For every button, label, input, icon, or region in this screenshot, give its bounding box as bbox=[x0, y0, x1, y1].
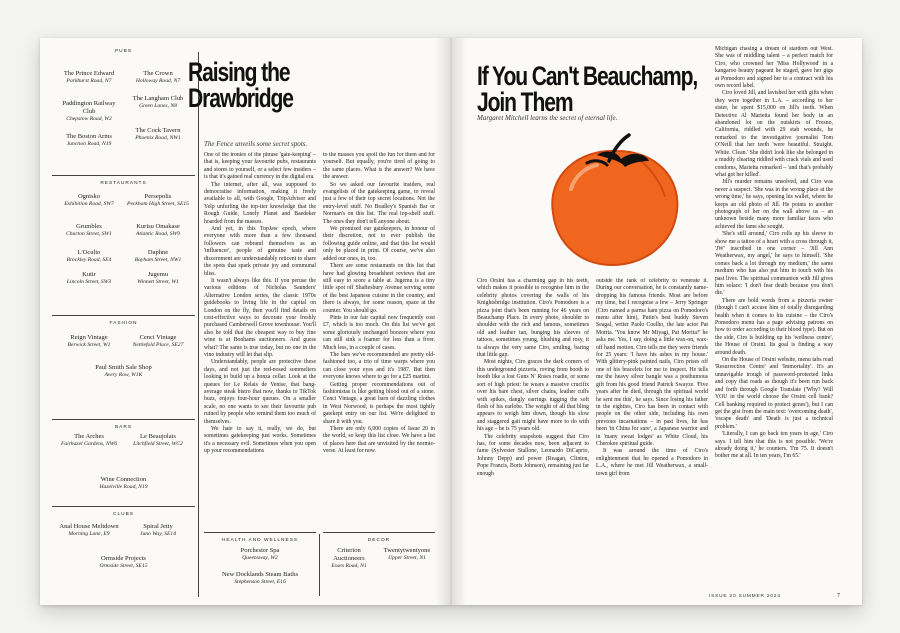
directory-item: Wine Connection Hazelville Road, N19 bbox=[99, 476, 148, 491]
tomato-body bbox=[552, 151, 677, 265]
directory-item: Grumbles Churton Street, SW1 bbox=[66, 223, 112, 238]
directory-item: Cenci Vintage Nettlefold Place, SE27 bbox=[132, 334, 184, 349]
section-title: PUBS bbox=[114, 49, 133, 54]
clubs-section bbox=[52, 506, 195, 602]
directory-item: Jugemu Winnett Street, W1 bbox=[137, 271, 179, 286]
directory-item: Kurisu Omakase Atlantic Road, SW9 bbox=[136, 223, 180, 238]
page-number: 7 bbox=[837, 593, 840, 599]
health-wellness-box bbox=[204, 532, 316, 599]
directory-item: L'Oculto Brockley Road, SE4 bbox=[66, 249, 112, 264]
directory-item: Kutir Lincoln Street, SW3 bbox=[66, 271, 112, 286]
restaurants-section bbox=[52, 175, 195, 303]
magazine-spread bbox=[40, 38, 862, 605]
issue-footer: ISSUE 20 SUMMER 2024 bbox=[709, 594, 781, 599]
directory-item: Daphne Bayham Street, NW1 bbox=[134, 249, 182, 264]
paragraph: Most nights, Ciro graces the dark corners of this underground pizzeria, roving from booth to booth like a lost Guns N' Roses roadie, or some sort of high priest: he wears a massive crucifix over his bare chest, silver chains, leather cuffs with spikes, dangly earrings tugging the soft flesh of his earlobe. The weight of all that bling appears to weigh him down, though his slow and staggered gait might have more to do with his age – he is 75 years old. bbox=[477, 359, 589, 433]
directory-item: Criterion Auctioneers Essex Road, N1 bbox=[331, 547, 367, 570]
paragraph: On the House of Orsini website, menu tabs read 'Resurrection Centre' and 'Immortality'. It's an unnavigable trough of password-protected links and copy that reads as though it's been run back and forth through Google Translate ('Why? Will YOU in the world choose the Orsini cell bank? Cell banking required to protect genes'), but I can get the gist from the main text: 'overcoming death', 'escape death' and 'Death is just a technical problem.' bbox=[715, 357, 833, 430]
section-title: FASHION bbox=[109, 321, 138, 326]
paragraph: Getting proper recommendations out of fashionistas is like getting blood out of a stone. Cenci Vintage, a great barn of dazzling clothes in West Norwood, is perhaps the most tightly gatekept entry on our list. We're delighted to share it with you. bbox=[323, 381, 435, 425]
paragraph: outside the rank of celebrity to venerate it. During our conversation, he is constantly name-dropping his famous friends. Most are before my time, but I recognise a few – Jerry Springer (Ciro named a parma ham pizza on Pomodoro's menu after him), Putin's best buddy Steven Seagal, writer Paolo Coelho, the late actor Pat Morita. 'You know Mr Miyagi, Pat Morita?' he asks me. Yes, I say, doing a little wax-on, wax-off hand motion. Ciro tells me they were friends for 25 years: 'I have his ashes in my house.' With glittery-pink painted nails, Ciro prises off one of his bracelets for me to inspect. He tells me the heavy silver bangle was a posthumous gift from his good friend Patrick Swayze. 'Five years after he died, through the spiritual world he sent me this', he says. Since losing his father in the eighties, Ciro has been in contact with people on the other side, including his own previous incarnations – in past lives, he has been 'in China for sure', a Japanese warrior and in 'many sweat lodges' as White Cloud, his Cherokee spiritual guide. bbox=[596, 278, 708, 447]
directory-item: Spiral Jetty Juno Way, SE14 bbox=[140, 523, 176, 538]
column-rule bbox=[319, 534, 320, 596]
paragraph: 'Literally, I can go back ten years in age,' Ciro says. I tell him that this is not possible. 'We're already doing it,' he counters. 'I'm 75. It doesn't bother me at all. In ten years, I'm 65.' bbox=[715, 431, 833, 460]
paragraph: One of the ironies of the phrase 'gate-keeping' – that is, keeping your favourite pubs, restaurants and stores to yourself, or a select few insiders – is that it's gained real currency in the digital era. bbox=[204, 152, 316, 181]
article-standfirst: Margaret Mitchell learns the secret of eternal life. bbox=[477, 114, 618, 122]
section-title: RESTAURANTS bbox=[100, 181, 147, 186]
fashion-section bbox=[52, 315, 195, 394]
section-title: CLUBS bbox=[113, 512, 134, 517]
paragraph: Jill's murder remains unsolved, and Ciro was never a suspect. 'She was in the wrong place at the wrong time,' he says, opening his wallet, where he keeps an old photo of Jill. He points to another photograph of her on the wall above us – an unknown beside many more familiar faces who achieved the fame she sought. bbox=[715, 179, 833, 230]
directory-item: Paddington Railway Club Chepstow Road, W2 bbox=[62, 100, 116, 123]
paragraph: There are some restaurants on this list that have had glowing broadsheet reviews that are still easy to score a table at. Jugemu is a tiny little spot off Shaftesbury Avenue serving some of the best Japanese cuisine in the country, and there is always, for some reason, space at the counter. You should go. bbox=[323, 263, 435, 314]
directory-item: Ormside Projects Ormside Street, SE15 bbox=[99, 555, 148, 570]
directory-item: The Cock Tavern Phoenix Road, NW1 bbox=[135, 127, 181, 142]
column-rule bbox=[198, 52, 199, 597]
directory-item: The Arches Fairhazel Gardens, NW6 bbox=[60, 433, 118, 448]
paragraph: Pints in our fair capital now frequently cost £7, which is too much. On this list we've got some gloriously unchanged boozers where you can still sink a foamer for less than a fiver. Much less, in a couple of cases. bbox=[323, 314, 435, 351]
paragraph: to the masses you spoil the fun for them and for yourself. But equally, you're tired of going to the same places. What is the answer? We have the answer. bbox=[323, 152, 435, 181]
right-page bbox=[451, 38, 862, 605]
paragraph: Ciro Orsini has a charming gap in his teeth, which makes it possible to recognise him in the celebrity photos covering the walls of his Knightsbridge institution. Ciro's Pomodoro is a pizza joint that's been running for 46 years on Beauchamp Place. In every photo, shoulder to shoulder with the rich and famous, sometimes old and leather tan, bunging his sleeves of tattoos, sometimes young, blushing and rosy, it is always the very same Ciro, smiling, baring that little gap. bbox=[477, 278, 589, 359]
directory-item: Paul Smith Sale Shop Avery Row, W1K bbox=[95, 364, 152, 379]
directory-item: Ognisko Exhibition Road, SW7 bbox=[64, 193, 114, 208]
paragraph: There are only 6,000 copies of Issue 20 in the world, so keep this list close. We have a list of places here that are unvisited by the normie-verse. At least for now. bbox=[323, 426, 435, 455]
paragraph: Understandably, people are protective these days, and not just the red-nosed sommeliers looking to build up a bonza cellar. Look at the queues for Le Relais de Venise, that bang-average steak bistro that now, thanks to TikTok buzz, enjoys four-hour queues. On a smaller scale, no one wants to see their favourite pub ruined by people who remind them too much of themselves. bbox=[204, 359, 316, 425]
article-column-2 bbox=[596, 278, 708, 594]
pubs-section bbox=[52, 44, 195, 154]
directory-item: Le Beaujolais Litchfield Street, WC2 bbox=[133, 433, 183, 448]
directory-item: The Prince Edward Parkhurst Road, N7 bbox=[63, 70, 115, 85]
paragraph: It wasn't always like this. If you peruse the various editions of Nicholas Saunders' Alternative London series, the classic 1970s guidebooks to living life in the capital on London on the fly, then you'll find details on cost-effective ways to decorate your freshly purchased Camberwell Grove townhouse. You'll also be told that the cheapest way to buy fine wine is at Bonhams auctioneers. And guess what? The same is true today, but no one in the vino industry will let that slip. bbox=[204, 277, 316, 358]
article-headline: Raising the Drawbridge bbox=[188, 57, 293, 113]
paragraph: We promised our gatekeepers, in honour of their discretion, not to ever publish the following guide online, and that this list would only be placed in print. Of course, we've also added our ones, in, too. bbox=[323, 226, 435, 262]
paragraph: Ciro loved Jill, and lavished her with gifts when they were together in L.A. – according to her sister, he spent $15,000 on Jill's teeth. When Detective Al Marietta found her body in an abandoned lot on the outskirts of Fresno, California, riddled with 29 stab wounds, he remarked to the investigative journalist Tom O'Neill that her teeth 'were beautiful. Straight. White. Clean.' She didn't look like she belonged in a muddy clearing riddled with crack vials and used condoms, Marietta remarked – 'and that's probably what got her killed'. bbox=[715, 90, 833, 178]
article-column-3 bbox=[715, 46, 833, 594]
paragraph: We hate to say it, really, we do, but sometimes gatekeeping just works. Sometimes it's a necessary evil. Sometimes when you open up your recommendations bbox=[204, 426, 316, 455]
tomato-illustration bbox=[537, 125, 687, 275]
directory-item: The Langham Club Green Lanes, N8 bbox=[132, 95, 184, 110]
article-headline: If You Can't Beauchamp, Join Them bbox=[477, 61, 698, 117]
paragraph: It was around the time of Ciro's enlightenment that he opened a Pomodoro in L.A., where he met Jill Weatherwax, a small-town girl from bbox=[596, 448, 708, 477]
paragraph: The internet, after all, was supposed to democratise information, making it freely available to all, with Google, TripAdvisor and Yelp unfurling the top-tier knowledge that the Rough Guide, Lonely Planet and Baedeker hoarded from the masses. bbox=[204, 181, 316, 225]
paragraph: 'She's still around,' Ciro rolls up his sleeve to show me a tattoo of a heart with a cross through it, 'JW' inscribed in one corner – 'Jill Ann Weatherwax, my angel,' he says to himself. 'She comes back a lot through my medium,' the same medium who has also put him in touch with his past lives. The spiritual communion with Jill gives him solace: 'I don't fear death because you don't die.' bbox=[715, 231, 833, 297]
section-title: BARS bbox=[114, 425, 133, 430]
section-title: DECOR bbox=[367, 538, 391, 543]
paragraph: The bars we've recommended are pretty old-fashioned too, a trio of time warps where you can close your eyes and it's 1987. But then everyone knows where to go for a £25 martini. bbox=[323, 351, 435, 381]
directory-item: New Docklands Steam Baths Stephenson Street, E16 bbox=[221, 571, 298, 586]
directory-item: The Crown Holloway Road, N7 bbox=[135, 70, 181, 85]
paragraph: And yet, in this TopJaw epoch, where everyone with more than a few thousand followers can rebrand themselves as an 'influencer', people of genuine taste and discernment are understandably reticent to share the spots that spark private joy and communal bliss. bbox=[204, 226, 316, 277]
directory-item: Porchester Spa Queensway, W2 bbox=[240, 547, 280, 562]
paragraph: The celebrity snapshots suggest that Ciro has, for some decades now, been adjacent to fame (Sylvester Stallone, Leonardo DiCaprio, Johnny Depp) and power (Reagan, Clinton, Pope Francis, Boris Johnson), remaining just far enough bbox=[477, 433, 589, 477]
article-column-1 bbox=[477, 278, 589, 594]
directory-item: Anal House Meltdown Morning Lane, E9 bbox=[59, 523, 119, 538]
directory-sidebar bbox=[52, 38, 195, 605]
directory-item: The Boston Arms Junction Road, N19 bbox=[66, 133, 112, 148]
directory-item: Persepolis Peckham High Street, SE15 bbox=[127, 193, 189, 208]
bars-section bbox=[52, 419, 195, 498]
decor-box bbox=[323, 532, 435, 599]
section-title: HEALTH AND WELLNESS bbox=[221, 538, 299, 543]
directory-item: Twentytwentyone Upper Street, N1 bbox=[383, 547, 431, 562]
article-column-1 bbox=[204, 152, 316, 532]
directory-item: Reign Vintage Berwick Street, W1 bbox=[67, 334, 111, 349]
article-column-2 bbox=[323, 152, 435, 524]
paragraph: So we asked our favourite insiders, real evangelists of the gatekeeping game, to reveal just a few of their top secret locations. Not the entry-level stuff. No Bradley's Spanish Bar or Norman's on this list. The real top-shelf stuff. The ones they don't tell anyone about. bbox=[323, 181, 435, 225]
paragraph: There are bold words from a pizzeria owner (though I can't accuse him of totally disregarding health when it comes to his cuisine – the Ciro's Pomodoro menu has a page advising patrons on how to order according to their blood type). But on the side, Ciro is building up his 'wellness centre', the House of Orsini. Its goal is finding a way around death. bbox=[715, 297, 833, 356]
article-standfirst: The Fence unveils some secret spots. bbox=[204, 140, 308, 148]
left-page bbox=[40, 38, 451, 605]
paragraph: Michigan chasing a dream of stardom out West. She was of middling talent – a perfect match for Ciro, who crowned her 'Miss Hollywood' in a kangaroo beauty pageant he staged, gave her gigs at Pomodoro and signed her to a contract with his own record label. bbox=[715, 46, 833, 90]
